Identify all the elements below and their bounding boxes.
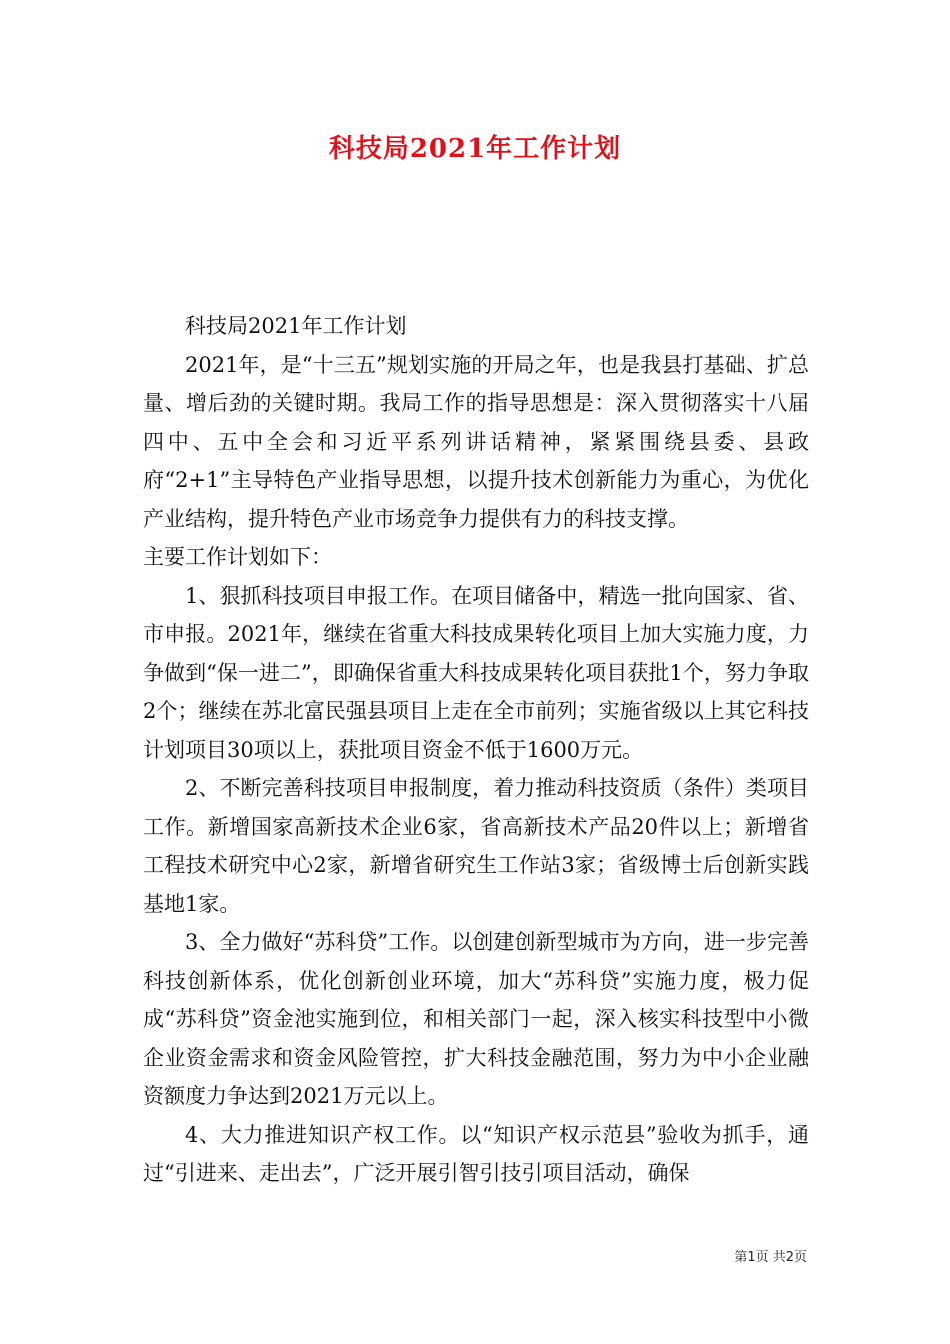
paragraph-item-3: 3、全力做好“苏科贷”工作。以创建创新型城市为方向，进一步完善科技创新体系，优化创新创业环境，加大“苏科贷”实施力度，极力促成“苏科贷”资金池实施到位，和相关部门一起，深入核实科技型中小微企业资金需求和资金风险管控，扩大科技金融范围，努力为中小企业融资额度力争达到2021万元以上。 bbox=[143, 930, 809, 1108]
document-title: 科技局2021年工作计划 bbox=[328, 134, 622, 164]
document-body bbox=[143, 307, 809, 1193]
paragraph-plan-lead: 主要工作计划如下： bbox=[143, 545, 332, 569]
paragraph-item-1: 1、狠抓科技项目申报工作。在项目储备中，精选一批向国家、省、市申报。2021年，继续在省重大科技成果转化项目上加大实施力度，力争做到“保一进二”，即确保省重大科技成果转化项目获批1个，努力争取2个；继续在苏北富民强县项目上走在全市前列；实施省级以上其它科技计划项目30项以上，获批项目资金不低于1600万元。 bbox=[143, 583, 809, 762]
paragraph-heading: 科技局2021年工作计划 bbox=[185, 314, 407, 338]
paragraph-intro: 2021年，是“十三五”规划实施的开局之年，也是我县打基础、扩总量、增后劲的关键时期。我局工作的指导思想是：深入贯彻落实十八届四中、五中全会和习近平系列讲话精神，紧紧围绕县委、县政府“2+1”主导特色产业指导思想，以提升技术创新能力为重心，为优化产业结构，提升特色产业市场竞争力提供有力的科技支撑。 bbox=[143, 352, 809, 531]
page-number: 第1页 共2页 bbox=[734, 1250, 807, 1265]
paragraph-item-4: 4、大力推进知识产权工作。以“知识产权示范县”验收为抓手，通过“引进来、走出去”，广泛开展引智引技引项目活动，确保 bbox=[143, 1122, 809, 1185]
paragraph-item-2: 2、不断完善科技项目申报制度，着力推动科技资质（条件）类项目工作。新增国家高新技术企业6家，省高新技术产品20件以上；新增省工程技术研究中心2家，新增省研究生工作站3家；省级博士后创新实践基地1家。 bbox=[143, 776, 809, 916]
